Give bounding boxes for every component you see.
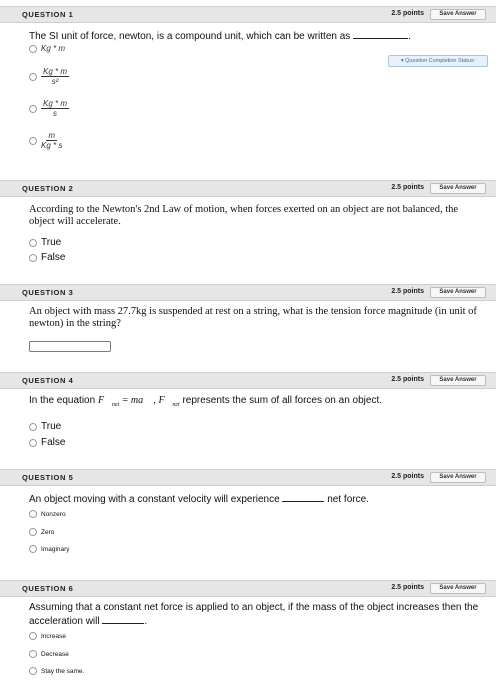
question-6-text: Assuming that a constant net force is applied to an object, if the mass of the object increases then the acceleration will . [29, 602, 479, 627]
question-5-text: An object moving with a constant velocity will experience net force. [29, 494, 369, 505]
question-3-text: An object with mass 27.7kg is suspended at rest on a string, what is the tension force magnitude (in unit of newton) in the string? [29, 306, 477, 329]
question-title: QUESTION 5 [22, 473, 74, 482]
question-title: QUESTION 6 [22, 584, 74, 593]
q4-option-false[interactable] [29, 437, 65, 448]
question-points: 2.5 points [391, 473, 424, 480]
question-1-text: The SI unit of force, newton, is a compound unit, which can be written as . [29, 31, 411, 42]
fraction: $\frac{Kg * m}{s}$ [43, 99, 68, 118]
question-1-header [0, 6, 496, 23]
save-answer-button[interactable]: Save Answer [430, 583, 486, 594]
question-2-header [0, 180, 496, 197]
radio-button[interactable] [29, 137, 37, 145]
option-label: True [41, 421, 62, 432]
fraction: $\frac{Kg * m}{\text{s²}}$ [43, 67, 68, 86]
answer-blank [102, 614, 144, 624]
q6-option-stay-the-same[interactable] [29, 667, 84, 675]
radio-button[interactable] [29, 73, 37, 81]
q1-option-3[interactable] [29, 99, 69, 118]
question-4-text: In the equation $F_{net}$ = ma⃗ , $F_{net}$ represents the sum of all forces on an object. [29, 395, 383, 408]
radio-button[interactable] [29, 439, 37, 447]
question-points: 2.5 points [391, 10, 424, 17]
save-answer-button[interactable]: Save Answer [430, 9, 486, 20]
save-answer-button[interactable]: Save Answer [430, 375, 486, 386]
option-label: False [41, 437, 66, 448]
answer-input[interactable] [29, 341, 111, 352]
radio-button[interactable] [29, 254, 37, 262]
radio-button[interactable] [29, 45, 37, 53]
option-label: Stay the same. [41, 667, 85, 675]
radio-button[interactable] [29, 545, 37, 553]
q5-option-nonzero[interactable] [29, 510, 66, 518]
save-answer-button[interactable]: Save Answer [430, 287, 486, 298]
radio-button[interactable] [29, 632, 37, 640]
question-completion-status-button[interactable]: ▾ Question Completion Status: [388, 55, 488, 67]
q1-option-4[interactable] [29, 131, 62, 150]
answer-blank [282, 492, 324, 502]
question-3-header [0, 284, 496, 301]
option-label: Increase [41, 632, 66, 640]
q6-option-decrease[interactable] [29, 650, 69, 658]
question-title: QUESTION 4 [22, 376, 74, 385]
answer-blank [353, 29, 408, 39]
fraction: $\frac{m}{Kg * s}$ [41, 131, 63, 150]
question-points: 2.5 points [391, 184, 424, 191]
question-points: 2.5 points [391, 376, 424, 383]
radio-button[interactable] [29, 423, 37, 431]
radio-button[interactable] [29, 105, 37, 113]
option-label: Kg * m [41, 44, 66, 53]
q1-option-2[interactable] [29, 67, 69, 86]
radio-button[interactable] [29, 528, 37, 536]
question-points: 2.5 points [391, 584, 424, 591]
question-4-header [0, 372, 496, 389]
save-answer-button[interactable]: Save Answer [430, 183, 486, 194]
option-label: False [41, 252, 66, 263]
question-6-header [0, 580, 496, 597]
option-label: Imaginary [41, 545, 70, 553]
radio-button[interactable] [29, 510, 37, 518]
save-answer-button[interactable]: Save Answer [430, 472, 486, 483]
question-title: QUESTION 1 [22, 10, 74, 19]
question-points: 2.5 points [391, 288, 424, 295]
option-label: True [41, 237, 62, 248]
question-2-text: According to the Newton's 2nd Law of motion, when forces exerted on an object are not balanced, the object will accelerate. [29, 204, 459, 227]
equation: $F_{net}$ = ma⃗ , $F_{net}$ [97, 395, 180, 408]
q2-option-true[interactable] [29, 237, 61, 248]
question-5-header [0, 469, 496, 486]
q1-option-1[interactable] [29, 44, 65, 53]
option-label: Zero [41, 528, 55, 536]
radio-button[interactable] [29, 239, 37, 247]
option-label: Nonzero [41, 510, 66, 518]
q6-option-increase[interactable] [29, 632, 66, 640]
option-label: Decrease [41, 650, 69, 658]
question-title: QUESTION 2 [22, 184, 74, 193]
question-title: QUESTION 3 [22, 288, 74, 297]
q4-option-true[interactable] [29, 421, 61, 432]
q5-option-imaginary[interactable] [29, 545, 70, 553]
radio-button[interactable] [29, 650, 37, 658]
q2-option-false[interactable] [29, 252, 65, 263]
radio-button[interactable] [29, 667, 37, 675]
q5-option-zero[interactable] [29, 528, 54, 536]
